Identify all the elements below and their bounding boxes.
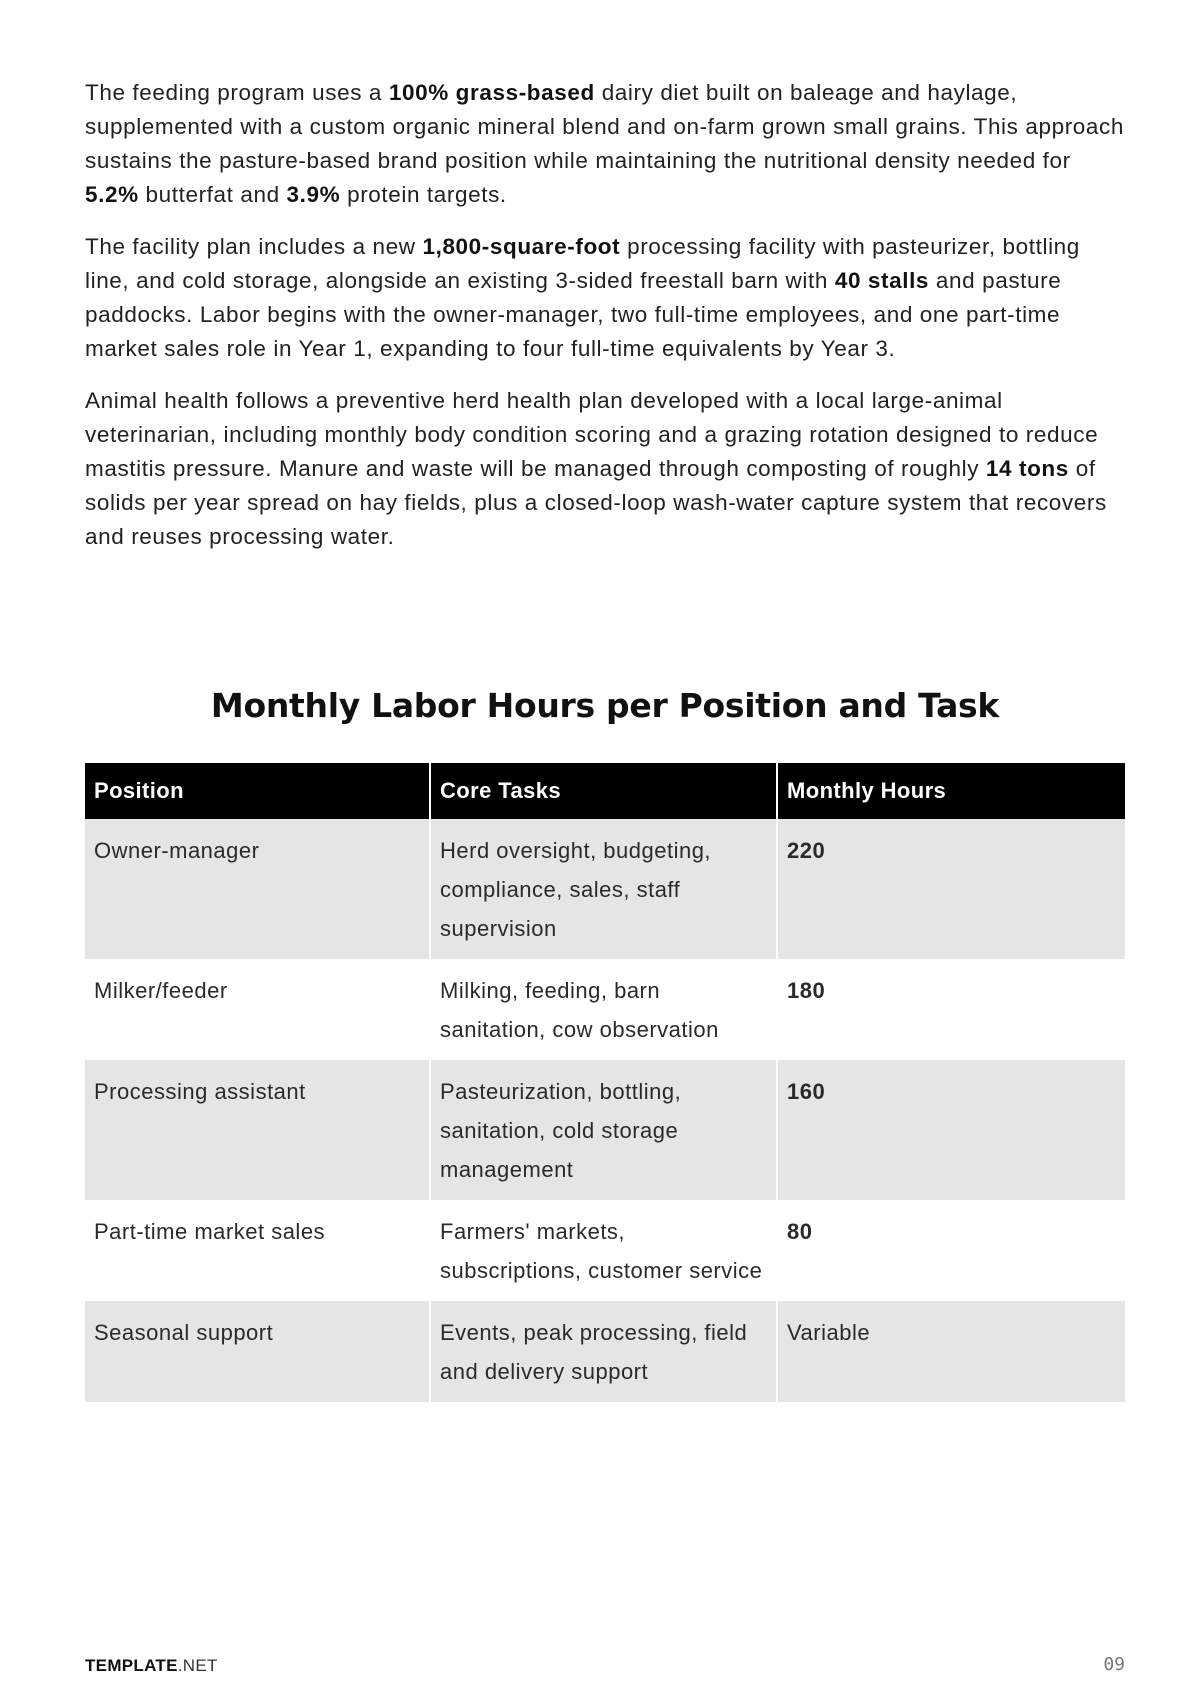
table-header-row [85,763,1125,819]
text-span: The feeding program uses a [85,80,389,105]
text-span: and pasture paddocks. Labor begins with the owner-manager, two full-time employees, and one part-time market sales role in Year 1, expanding to four full-time equivalents by Year 3. [85,268,1062,361]
cell-monthly-hours: 80 [777,1200,1125,1301]
labor-hours-table [85,763,1125,1402]
text-span: protein targets. [340,182,507,207]
cell-core-tasks: Events, peak processing, field and delivery support [430,1301,777,1402]
table-row [85,1301,1125,1402]
cell-position: Milker/feeder [85,959,430,1060]
highlight-text: 100% grass-based [388,80,595,105]
table-row [85,1060,1125,1200]
highlight-text: 3.9% [286,182,341,207]
cell-core-tasks: Milking, feeding, barn sanitation, cow observation [430,959,777,1060]
column-header-position: Position [85,763,430,819]
text-span: dairy diet built on baleage and haylage, supplemented with a custom organic mineral blend and on-farm grown small grains. This approach sustains the pasture-based brand position while maintaining the nutritional density needed for [85,80,1124,173]
cell-monthly-hours: 220 [777,819,1125,959]
text-span: The facility plan includes a new [85,234,423,259]
paragraph-facility [85,230,1125,366]
cell-position: Part-time market sales [85,1200,430,1301]
table-row [85,1200,1125,1301]
cell-core-tasks: Farmers' markets, subscriptions, customer service [430,1200,777,1301]
cell-position: Seasonal support [85,1301,430,1402]
brand-suffix-text: .NET [177,1656,218,1675]
column-header-core-tasks: Core Tasks [430,763,777,819]
text-span: Animal health follows a preventive herd health plan developed with a local large-animal veterinarian, including monthly body condition scoring and a grazing rotation designed to reduce mastitis pressure. Manure and waste will be managed through composting of roughly [85,388,1099,481]
paragraph-animal-health [85,384,1125,554]
highlight-text: 1,800-square-foot [422,234,621,259]
text-span: butterfat and [138,182,287,207]
cell-monthly-hours: 180 [777,959,1125,1060]
text-span: of solids per year spread on hay fields, plus a closed-loop wash-water capture system that recovers and reuses processing water. [85,456,1107,549]
table-title: Monthly Labor Hours per Position and Task [210,686,1000,725]
body-text [85,76,1125,572]
highlight-text: 40 stalls [834,268,930,293]
text-span: processing facility with pasteurizer, bottling line, and cold storage, alongside an existing 3-sided freestall barn with [85,234,1080,293]
footer-brand-logo [85,1656,218,1676]
highlight-text: 5.2% [85,182,139,207]
column-header-monthly-hours: Monthly Hours [777,763,1125,819]
cell-position: Owner-manager [85,819,430,959]
paragraph-feeding [85,76,1125,212]
cell-monthly-hours: 160 [777,1060,1125,1200]
page-number: 09 [1103,1654,1125,1675]
cell-core-tasks: Pasteurization, bottling, sanitation, cold storage management [430,1060,777,1200]
cell-core-tasks: Herd oversight, budgeting, compliance, sales, staff supervision [430,819,777,959]
cell-position: Processing assistant [85,1060,430,1200]
table-row [85,819,1125,959]
highlight-text: 14 tons [985,456,1069,481]
table-row [85,959,1125,1060]
cell-monthly-hours: Variable [777,1301,1125,1402]
brand-bold-text: TEMPLATE [85,1656,178,1675]
